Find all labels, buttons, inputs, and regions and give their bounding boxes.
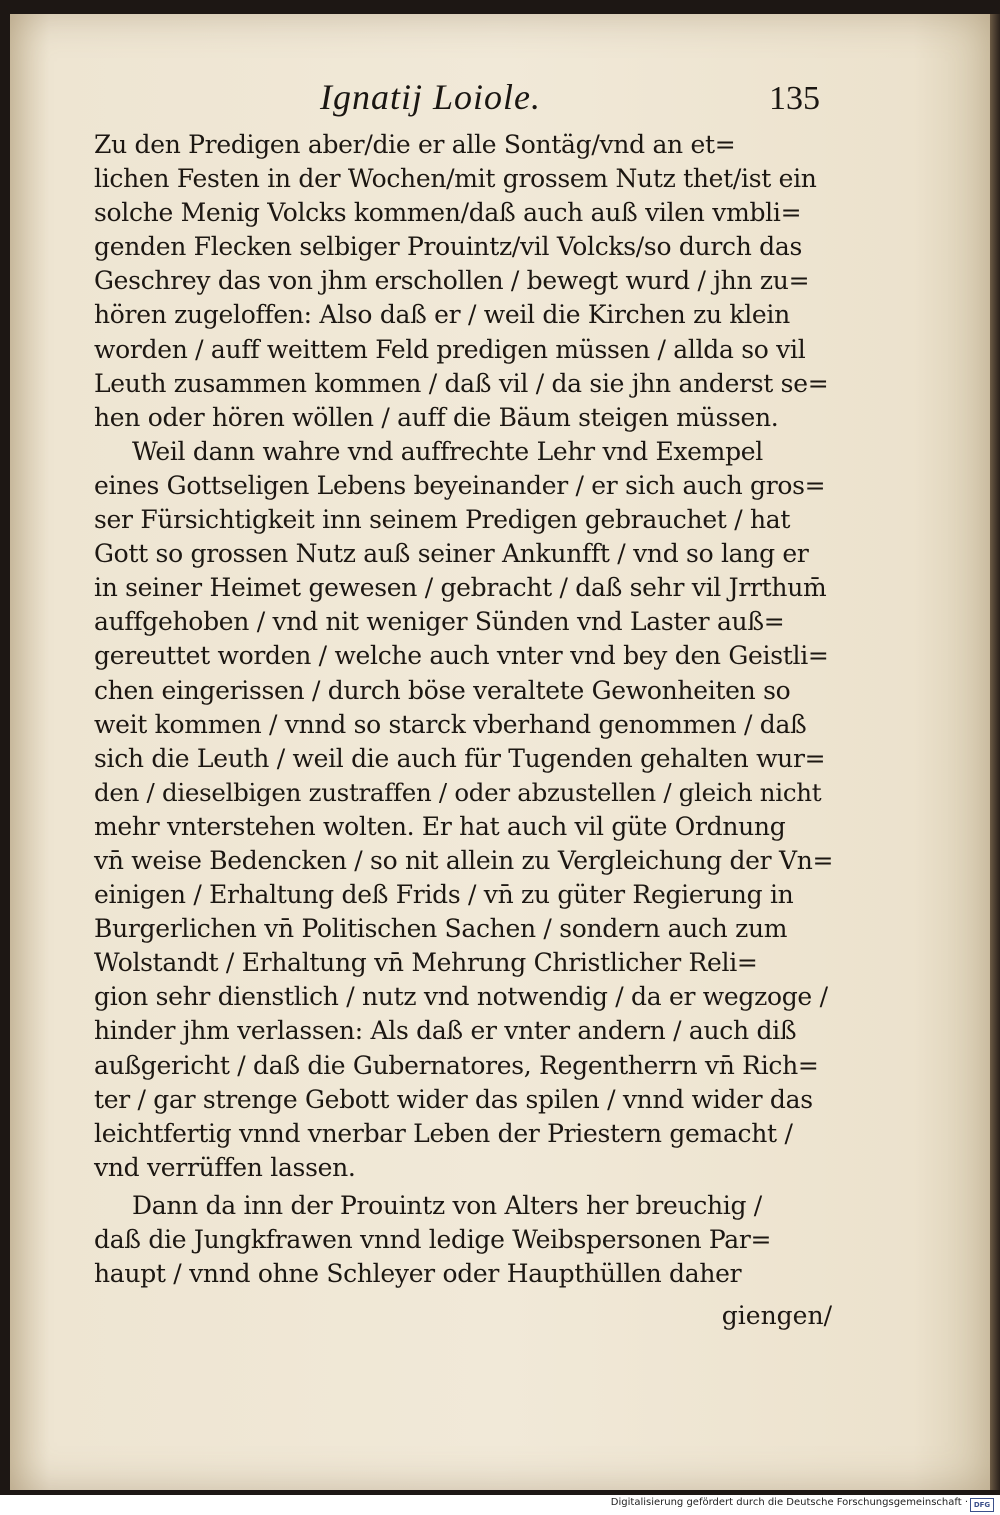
text-line: eines Gottseligen Lebens beyeinander / er sich auch gros= — [94, 470, 826, 500]
page-edge — [990, 14, 1000, 1490]
text-line: chen eingerissen / durch böse veraltete Gewonheiten so — [94, 675, 791, 705]
text-line: mehr vnterstehen wolten. Er hat auch vil güte Ordnung — [94, 811, 786, 841]
text-line: weit kommen / vnnd so starck vberhand genommen / daß — [94, 709, 807, 739]
text-line: ser Fürsichtigkeit inn seinem Predigen gebrauchet / hat — [94, 505, 791, 535]
text-line: auffgehoben / vnd nit weniger Sünden vnd Laster auß= — [94, 607, 785, 637]
text-line: außgericht / daß die Gubernatores, Regentherrn vn̄ Rich= — [94, 1050, 819, 1080]
text-line: sich die Leuth / weil die auch für Tugenden gehalten wur= — [94, 743, 826, 773]
text-line: gion sehr dienstlich / nutz vnd notwendig / da er wegzoge / — [94, 982, 828, 1012]
text-line: worden / auff weittem Feld predigen müssen / allda so vil — [94, 334, 806, 364]
text-line: in seiner Heimet gewesen / gebracht / daß sehr vil Jrrthum̄ — [94, 573, 827, 603]
text-line: hören zugeloffen: Also daß er / weil die Kirchen zu klein — [94, 300, 790, 330]
text-line: den / dieselbigen zustraffen / oder abzustellen / gleich nicht — [94, 777, 822, 807]
text-line: Geschrey das von jhm erschollen / bewegt wurd / jhn zu= — [94, 266, 810, 296]
text-line: einigen / Erhaltung deß Frids / vn̄ zu güter Regierung in — [94, 880, 794, 910]
dfg-logo: DFG — [970, 1498, 994, 1512]
funding-credit: Digitalisierung gefördert durch die Deutsche Forschungsgemeinschaft · — [610, 1497, 968, 1508]
text-line: genden Flecken selbiger Prouintz/vil Volcks/so durch das — [94, 232, 802, 262]
catchword: giengen/ — [721, 1301, 832, 1330]
text-line: solche Menig Volcks kommen/daß auch auß vilen vmbli= — [94, 198, 802, 228]
footer-bar — [0, 1495, 1000, 1515]
text-line: Burgerlichen vn̄ Politischen Sachen / sondern auch zum — [94, 914, 788, 944]
text-line: haupt / vnnd ohne Schleyer oder Haupthüllen daher — [94, 1259, 742, 1289]
text-line: ter / gar strenge Gebott wider das spilen / vnnd wider das — [94, 1084, 813, 1114]
text-line: leichtfertig vnnd vnerbar Leben der Priestern gemacht / — [94, 1118, 793, 1148]
text-line: lichen Festen in der Wochen/mit grossem Nutz thet/ist ein — [94, 164, 817, 194]
text-line: hen oder hören wöllen / auff die Bäum steigen müssen. — [94, 402, 779, 432]
paragraph-start-line: Weil dann wahre vnd auffrechte Lehr vnd Exempel — [132, 436, 763, 466]
text-line: gereuttet worden / welche auch vnter vnd bey den Geistli= — [94, 641, 829, 671]
text-line: daß die Jungkfrawen vnnd ledige Weibspersonen Par= — [94, 1225, 772, 1254]
paragraph-start-line: Dann da inn der Prouintz von Alters her breuchig / — [132, 1190, 762, 1220]
body-text — [94, 128, 834, 1291]
page-header — [300, 76, 840, 126]
text-line: Wolstandt / Erhaltung vn̄ Mehrung Christlicher Reli= — [94, 948, 758, 978]
page-number: 135 — [769, 80, 820, 117]
text-line: vnd verrüffen lassen. — [94, 1152, 356, 1182]
text-line: Zu den Predigen aber/die er alle Sontäg/vnd an et= — [94, 130, 736, 159]
text-line: Gott so grossen Nutz auß seiner Ankunfft / vnd so lang er — [94, 539, 809, 569]
text-line: hinder jhm verlassen: Als daß er vnter andern / auch diß — [94, 1016, 797, 1046]
text-line: Leuth zusammen kommen / daß vil / da sie jhn anderst se= — [94, 368, 829, 398]
text-line: vn̄ weise Bedencken / so nit allein zu Vergleichung der Vn= — [94, 845, 834, 875]
running-title: Ignatij Loiole. — [320, 77, 541, 117]
